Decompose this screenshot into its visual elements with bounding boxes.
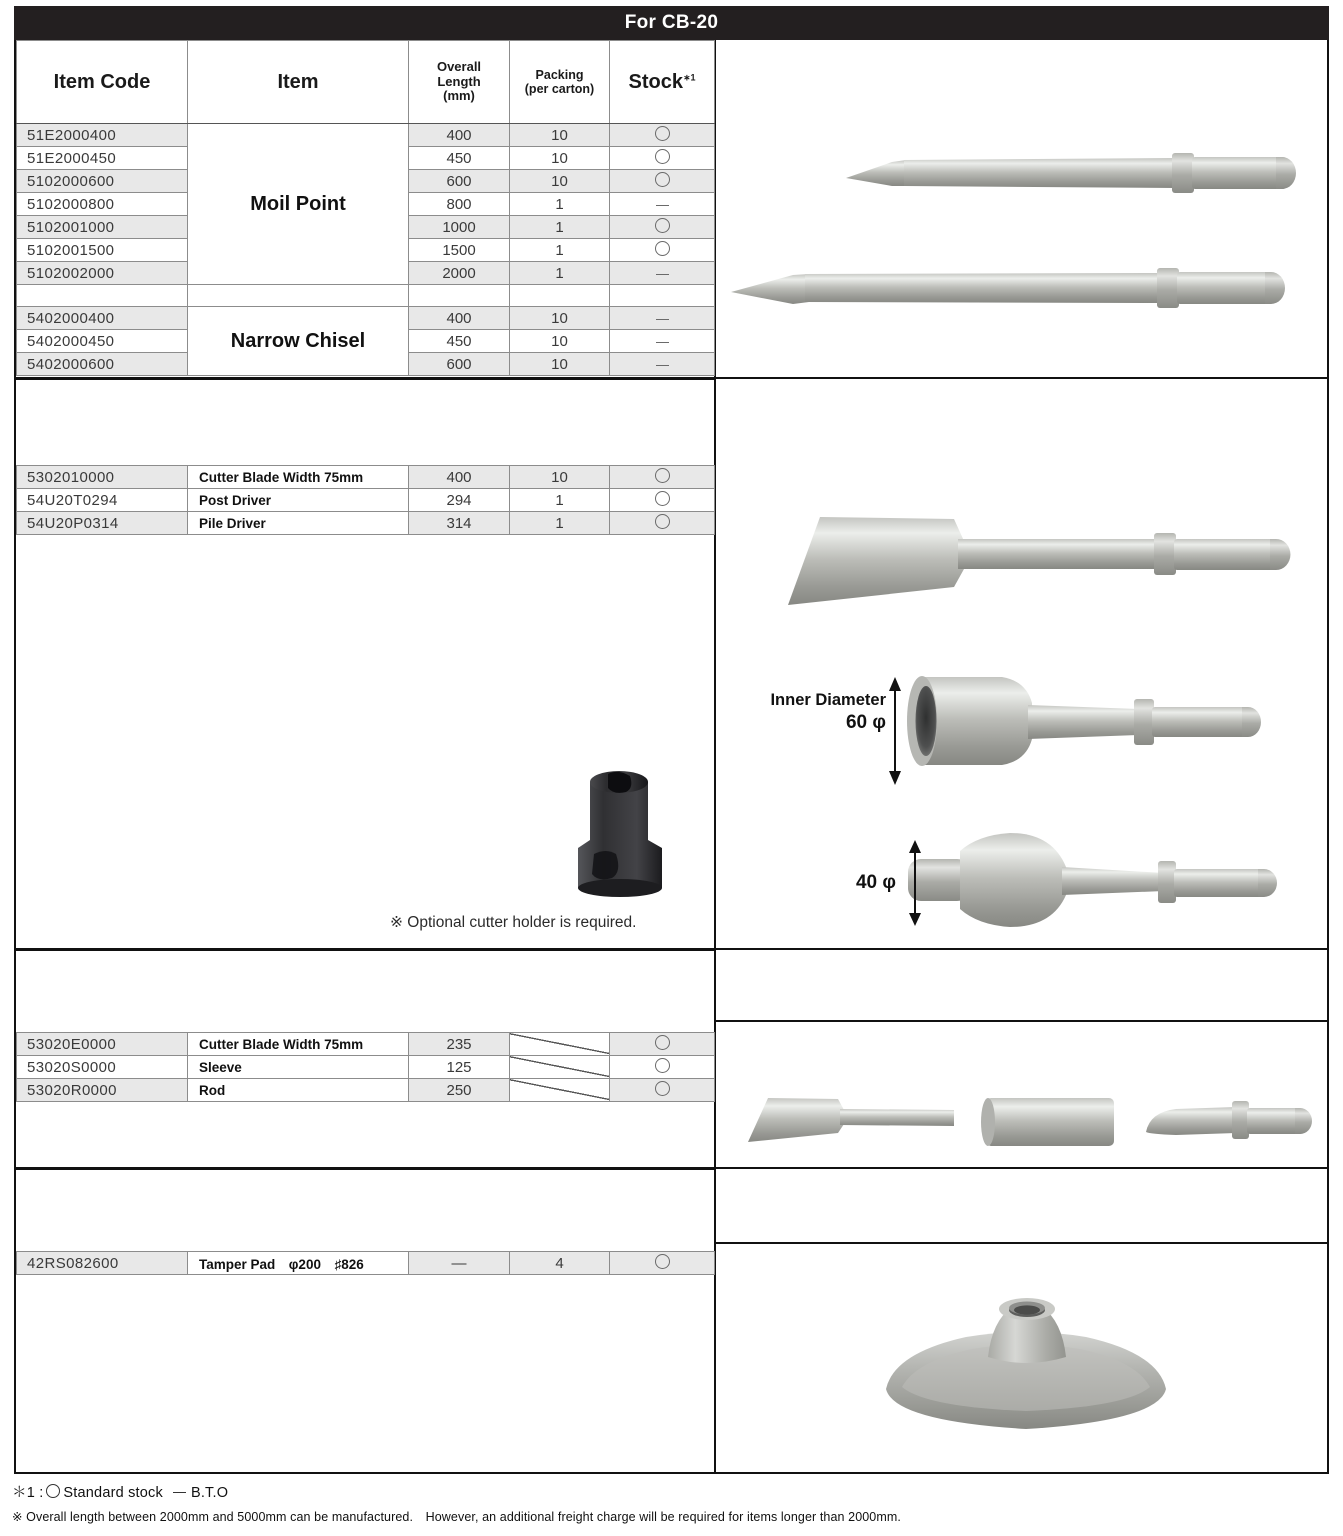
table-row bbox=[17, 1033, 715, 1056]
cell-packing: 1 bbox=[510, 489, 610, 512]
table-row bbox=[17, 466, 715, 489]
cell-packing: 1 bbox=[510, 262, 610, 285]
cell-packing: 10 bbox=[510, 466, 610, 489]
footnotes bbox=[12, 1481, 1332, 1525]
cell-packing: 10 bbox=[510, 353, 610, 376]
cell-packing: 10 bbox=[510, 124, 610, 147]
table-header-row bbox=[17, 41, 715, 124]
overall-length-line3: (mm) bbox=[443, 88, 475, 104]
page-title: For CB-20 bbox=[624, 12, 719, 33]
cell-item-name: Pile Driver bbox=[188, 512, 409, 535]
packing-line1: Packing bbox=[535, 67, 584, 82]
stock-label: Stock bbox=[628, 70, 683, 93]
cell-stock bbox=[610, 124, 715, 147]
spec-table-section-4 bbox=[16, 1251, 715, 1275]
cell-length: 800 bbox=[409, 193, 510, 216]
cell-item-code: 5402000400 bbox=[17, 307, 188, 330]
cell-stock bbox=[610, 262, 715, 285]
cell-packing-not-applicable bbox=[510, 1056, 610, 1079]
footnote-stock-legend bbox=[12, 1481, 1332, 1502]
stock-circle-icon bbox=[655, 149, 670, 164]
inner-diameter-label: Inner Diameter bbox=[770, 691, 886, 709]
cell-packing: 10 bbox=[510, 147, 610, 170]
cell-length: 235 bbox=[409, 1033, 510, 1056]
cell-length: 250 bbox=[409, 1079, 510, 1102]
cell-stock bbox=[610, 239, 715, 262]
cell-item-code: 54U20T0294 bbox=[17, 489, 188, 512]
cell-item-code: 51E2000450 bbox=[17, 147, 188, 170]
cell-item-name: Rod bbox=[188, 1079, 409, 1102]
cell-stock bbox=[610, 353, 715, 376]
spec-table bbox=[16, 40, 715, 376]
spacer-cell bbox=[510, 285, 610, 307]
section-rule-1 bbox=[14, 377, 716, 380]
cell-item-code: 5102000800 bbox=[17, 193, 188, 216]
cell-stock bbox=[610, 330, 715, 353]
col-header-stock bbox=[610, 41, 715, 124]
cell-item-code: 51E2000400 bbox=[17, 124, 188, 147]
cell-stock bbox=[610, 466, 715, 489]
table-row bbox=[17, 124, 715, 147]
footnote-standard-stock: Standard stock bbox=[63, 1485, 163, 1501]
stock-dash-icon bbox=[656, 274, 669, 276]
page-title-bar bbox=[14, 6, 1329, 40]
cell-packing: 10 bbox=[510, 307, 610, 330]
cell-stock bbox=[610, 147, 715, 170]
cell-item-name: Post Driver bbox=[188, 489, 409, 512]
col-header-item-code: Item Code bbox=[17, 41, 188, 124]
stock-circle-icon bbox=[655, 218, 670, 233]
cell-stock bbox=[610, 1033, 715, 1056]
cell-item-name: Sleeve bbox=[188, 1056, 409, 1079]
cell-item-code: 5102001000 bbox=[17, 216, 188, 239]
cutter-holder-note: ※ Optional cutter holder is required. bbox=[390, 914, 637, 931]
cell-item-name: Tamper Pad φ200 ♯826 bbox=[188, 1252, 409, 1275]
cell-packing: 10 bbox=[510, 170, 610, 193]
inner-diameter-arrow-icon bbox=[884, 677, 906, 785]
stock-footnote-marker: ∗1 bbox=[682, 71, 696, 82]
table-row bbox=[17, 1252, 715, 1275]
cell-stock bbox=[610, 489, 715, 512]
inner-diameter-annotation bbox=[756, 690, 886, 734]
cutter-sleeve-rod-photo bbox=[746, 1080, 1316, 1150]
cell-stock bbox=[610, 1056, 715, 1079]
cell-packing: 1 bbox=[510, 193, 610, 216]
cell-item-name: Cutter Blade Width 75mm bbox=[188, 466, 409, 489]
cell-stock bbox=[610, 1252, 715, 1275]
stock-circle-icon bbox=[655, 491, 670, 506]
cell-item-code: 5402000600 bbox=[17, 353, 188, 376]
stock-dash-icon bbox=[656, 365, 669, 367]
pile-driver-photo bbox=[906, 815, 1326, 945]
stock-circle-icon bbox=[655, 1254, 670, 1269]
cell-packing: 10 bbox=[510, 330, 610, 353]
footnote-marker: ＊1 : bbox=[12, 1485, 44, 1501]
cell-length: 314 bbox=[409, 512, 510, 535]
packing-line2: (per carton) bbox=[524, 82, 595, 96]
cell-stock bbox=[610, 512, 715, 535]
product-photo-panel bbox=[716, 40, 1329, 1474]
cell-item-code: 5102001500 bbox=[17, 239, 188, 262]
cell-item-code: 5102002000 bbox=[17, 262, 188, 285]
cell-length: 1000 bbox=[409, 216, 510, 239]
section-rule-2 bbox=[14, 948, 716, 951]
cell-length: 450 bbox=[409, 330, 510, 353]
stock-dash-icon bbox=[656, 342, 669, 344]
stock-circle-icon bbox=[655, 241, 670, 256]
section-rule-3 bbox=[14, 1167, 716, 1170]
spacer-cell bbox=[610, 285, 715, 307]
cell-packing: 1 bbox=[510, 239, 610, 262]
cell-length: 125 bbox=[409, 1056, 510, 1079]
cell-item-code: 53020E0000 bbox=[17, 1033, 188, 1056]
cell-item-code: 53020R0000 bbox=[17, 1079, 188, 1102]
col-header-item: Item bbox=[188, 41, 409, 124]
cell-item-code: 5402000450 bbox=[17, 330, 188, 353]
footnote-length-note: ※ Overall length between 2000mm and 5000mm can be manufactured. However, an additional freight charge will be required for items longer than 2000mm. bbox=[12, 1510, 901, 1524]
cell-packing-not-applicable bbox=[510, 1033, 610, 1056]
table-row bbox=[17, 512, 715, 535]
footnote-bto: B.T.O bbox=[190, 1485, 229, 1501]
moil-point-photo bbox=[846, 145, 1306, 215]
cell-length: 2000 bbox=[409, 262, 510, 285]
spec-table-section-2 bbox=[16, 465, 715, 535]
cell-group-name-narrow-chisel: Narrow Chisel bbox=[188, 307, 409, 376]
cell-length: 400 bbox=[409, 307, 510, 330]
cell-packing: 4 bbox=[510, 1252, 610, 1275]
spec-table-section-3 bbox=[16, 1032, 715, 1102]
cell-item-code: 53020S0000 bbox=[17, 1056, 188, 1079]
cell-stock bbox=[610, 307, 715, 330]
cell-stock bbox=[610, 216, 715, 239]
cell-stock bbox=[610, 193, 715, 216]
cell-group-name-moil-point: Moil Point bbox=[188, 124, 409, 285]
cell-item-code: 42RS082600 bbox=[17, 1252, 188, 1275]
cell-item-code: 54U20P0314 bbox=[17, 512, 188, 535]
cell-packing: 1 bbox=[510, 512, 610, 535]
inner-diameter-value: 60 φ bbox=[845, 711, 886, 733]
pile-diameter-arrow-icon bbox=[904, 840, 926, 926]
legend-dash-icon bbox=[173, 1492, 186, 1493]
table-row bbox=[17, 1056, 715, 1079]
table-row bbox=[17, 489, 715, 512]
cutter-holder-photo bbox=[564, 762, 684, 902]
post-driver-photo bbox=[906, 655, 1326, 785]
stock-circle-icon bbox=[655, 172, 670, 187]
stock-circle-icon bbox=[655, 1035, 670, 1050]
table-row bbox=[17, 307, 715, 330]
stock-circle-icon bbox=[655, 1081, 670, 1096]
col-header-packing bbox=[510, 41, 610, 124]
cell-item-code: 5102000600 bbox=[17, 170, 188, 193]
overall-length-line2: Length bbox=[437, 73, 481, 89]
stock-circle-icon bbox=[655, 468, 670, 483]
cell-length: 600 bbox=[409, 170, 510, 193]
cell-length: 1500 bbox=[409, 239, 510, 262]
cutter-blade-photo bbox=[786, 495, 1316, 615]
cell-stock bbox=[610, 170, 715, 193]
cell-length: — bbox=[409, 1252, 510, 1275]
pile-diameter-value: 40 φ bbox=[855, 872, 896, 893]
cell-item-name: Cutter Blade Width 75mm bbox=[188, 1033, 409, 1056]
section-1-body bbox=[17, 124, 715, 376]
stock-circle-icon bbox=[655, 126, 670, 141]
table-spacer-row bbox=[17, 285, 715, 307]
cell-length: 400 bbox=[409, 124, 510, 147]
stock-dash-icon bbox=[656, 319, 669, 321]
cell-packing-not-applicable bbox=[510, 1079, 610, 1102]
narrow-chisel-photo bbox=[731, 262, 1309, 324]
spacer-cell bbox=[17, 285, 188, 307]
overall-length-line1: Overall bbox=[436, 58, 482, 74]
stock-circle-icon bbox=[655, 1058, 670, 1073]
cell-item-code: 5302010000 bbox=[17, 466, 188, 489]
cell-stock bbox=[610, 1079, 715, 1102]
cell-length: 400 bbox=[409, 466, 510, 489]
stock-circle-icon bbox=[655, 514, 670, 529]
table-row bbox=[17, 1079, 715, 1102]
col-header-overall-length bbox=[409, 41, 510, 124]
spacer-cell bbox=[188, 285, 409, 307]
pile-diameter-annotation bbox=[786, 872, 896, 894]
tamper-pad-photo bbox=[876, 1295, 1176, 1455]
legend-circle-icon bbox=[46, 1484, 60, 1498]
cell-length: 450 bbox=[409, 147, 510, 170]
spacer-cell bbox=[409, 285, 510, 307]
cell-length: 600 bbox=[409, 353, 510, 376]
cell-packing: 1 bbox=[510, 216, 610, 239]
stock-dash-icon bbox=[656, 205, 669, 207]
cell-length: 294 bbox=[409, 489, 510, 512]
